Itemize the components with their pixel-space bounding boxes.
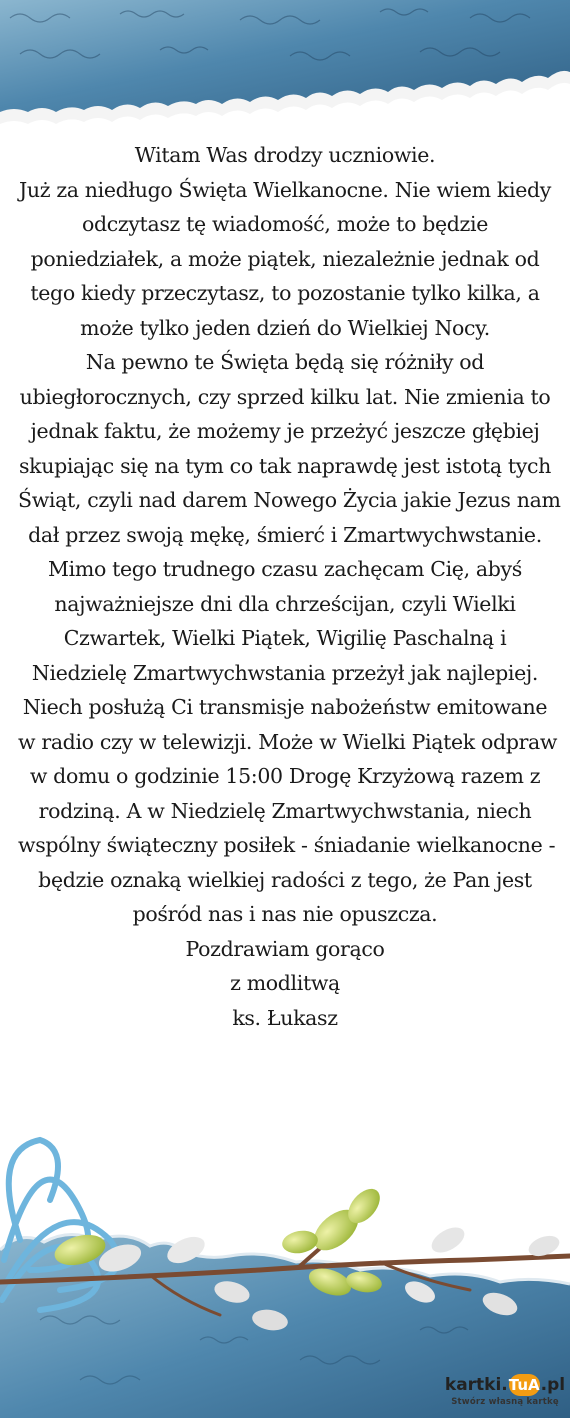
message-line: w domu o godzinie 15:00 Drogę Krzyżową razem z bbox=[29, 764, 541, 788]
message-line: Mimo tego trudnego czasu zachęcam Cię, abyś bbox=[48, 557, 522, 581]
message-line: ubiegłorocznych, czy sprzed kilku lat. Nie zmienia to bbox=[19, 384, 551, 409]
logo-tagline: Stwórz własną kartkę bbox=[451, 1397, 559, 1407]
signature-line: Pozdrawiam gorąco bbox=[185, 936, 385, 961]
message-line: w radio czy w telewizji. Może w Wielki Piątek odpraw bbox=[18, 729, 558, 754]
message-line: Witam Was drodzy uczniowie. bbox=[134, 143, 436, 167]
message-line: jednak faktu, że możemy je przeżyć jeszcze głębiej bbox=[30, 419, 540, 443]
message-line: Czwartek, Wielki Piątek, Wigilię Paschalną i bbox=[63, 626, 507, 650]
logo-wordmark bbox=[446, 1373, 564, 1397]
message-line: Na pewno te Święta będą się różniły od bbox=[85, 350, 485, 374]
message-line: odczytasz tę wiadomość, może to będzie bbox=[81, 212, 488, 236]
message-line: dał przez swoją mękę, śmierć i Zmartwychwstanie. bbox=[28, 522, 542, 547]
top-torn-paper-border bbox=[0, 0, 570, 125]
message-line: Już za niedługo Święta Wielkanocne. Nie wiem kiedy bbox=[18, 177, 552, 202]
message-line: najważniejsze dni dla chrześcijan, czyli Wielki bbox=[54, 591, 516, 616]
message-line: Niech posłużą Ci transmisje nabożeństw emitowane bbox=[22, 695, 548, 719]
message-line: wspólny świąteczny posiłek - śniadanie wielkanocne - bbox=[18, 833, 556, 857]
message-line: może tylko jeden dzień do Wielkiej Nocy. bbox=[80, 315, 490, 340]
message-line: skupiając się na tym co tak naprawdę jest istotą tych bbox=[18, 453, 552, 478]
signature-line: ks. Łukasz bbox=[232, 1005, 338, 1030]
message-line: tego kiedy przeczytasz, to pozostanie tylko kilka, a bbox=[30, 281, 540, 305]
logo-badge: TuA bbox=[508, 1376, 540, 1394]
bottom-decoration bbox=[0, 1110, 570, 1418]
message-line: będzie oznaką wielkiej radości z tego, że Pan jest bbox=[38, 867, 532, 892]
message-line: rodziną. A w Niedzielę Zmartwychwstania, niech bbox=[38, 798, 532, 823]
message-line: Świąt, czyli nad darem Nowego Życia jakie Jezus nam bbox=[18, 488, 561, 512]
message-line: pośród nas i nas nie opuszcza. bbox=[132, 902, 438, 926]
site-logo[interactable] bbox=[446, 1373, 564, 1413]
signature-line: z modlitwą bbox=[230, 971, 340, 995]
message-line: Niedzielę Zmartwychwstania przeżył jak najlepiej. bbox=[31, 660, 539, 685]
message-line: poniedziałek, a może piątek, niezależnie jednak od bbox=[30, 246, 540, 271]
greeting-message bbox=[18, 138, 561, 1035]
logo-text-right: .pl bbox=[540, 1375, 566, 1395]
logo-text-left: kartki. bbox=[444, 1375, 508, 1395]
